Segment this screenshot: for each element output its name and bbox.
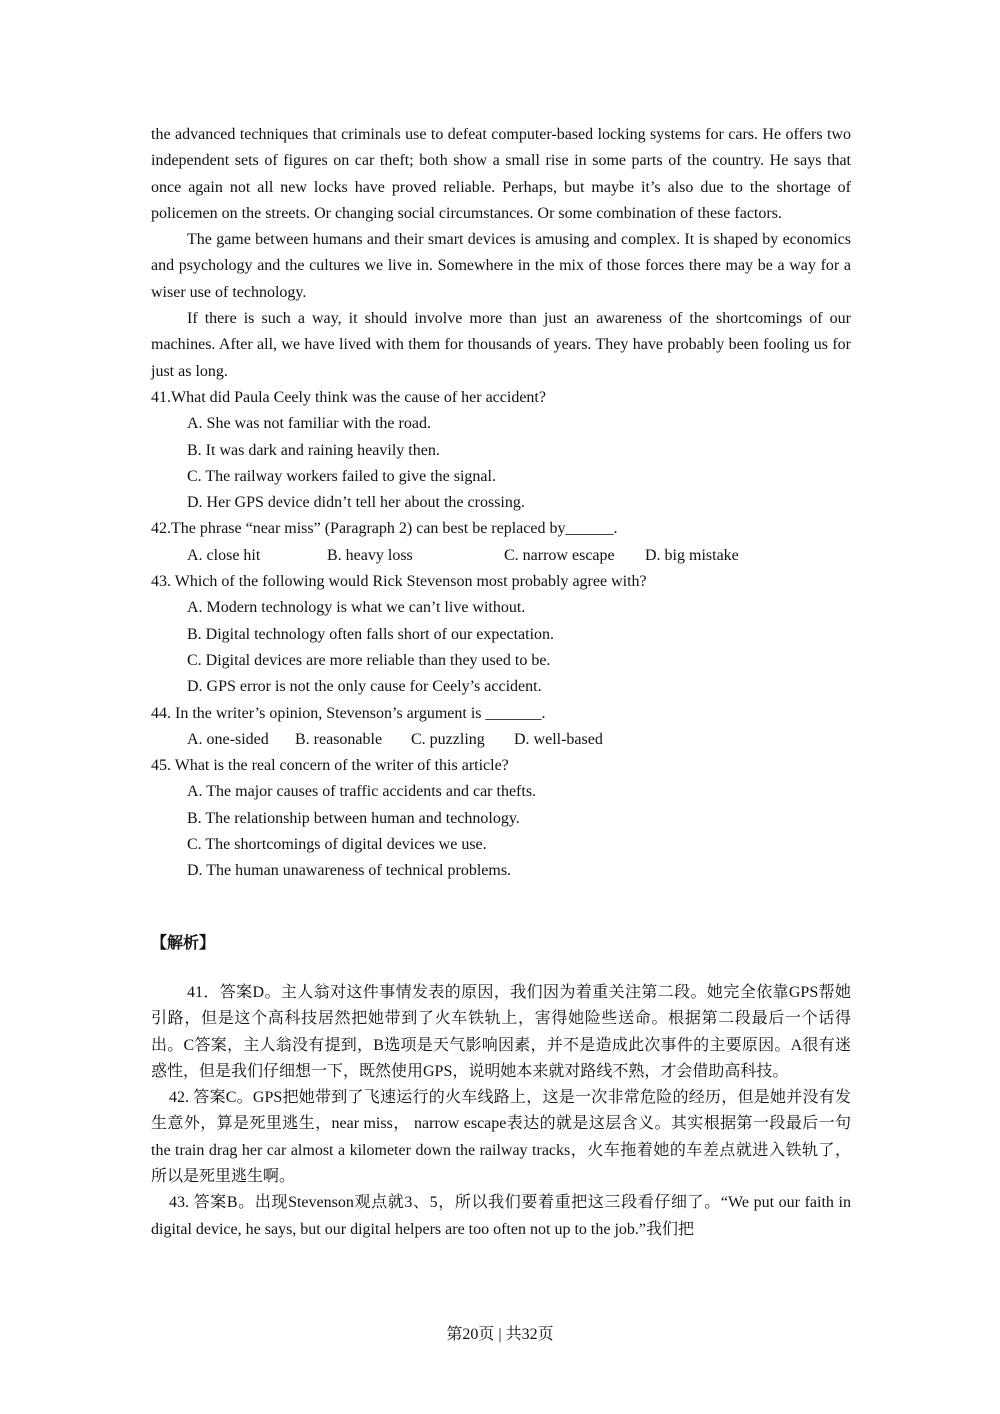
option-c: C. Digital devices are more reliable than they used to be. <box>187 651 551 669</box>
question-stem: 43. Which of the following would Rick Stevenson most probably agree with? <box>151 573 647 591</box>
question-42 <box>151 516 851 569</box>
analysis-heading: 【解析】 <box>151 933 216 952</box>
option-c: C. puzzling <box>411 730 485 748</box>
passage-paragraph-2: The game between humans and their smart devices is amusing and complex. It is shaped by economics and psychology and the cultures we live in. Somewhere in the mix of those forces there may be a way for a wiser use of technology. <box>151 231 851 301</box>
option-a: A. close hit <box>187 546 261 564</box>
option-a: A. one-sided <box>187 730 269 748</box>
option-c: C. The shortcomings of digital devices we use. <box>187 836 487 854</box>
passage-paragraph-1: the advanced techniques that criminals use to defeat computer-based locking systems for cars. He offers two independent sets of figures on car theft; both show a small rise in some parts of the country. He says that once again not all new locks have proved reliable. Perhaps, but maybe it’s also due to the shortage of policemen on the streets. Or changing social circumstances. Or some combination of these factors. <box>151 126 851 222</box>
answer-42-explanation: 42. 答案C。GPS把她带到了飞速运行的火车线路上，这是一次非常危险的经历，但是她并没有发生意外，算是死里逃生，near miss， narrow escape表达的就是这层含义。其实根据第一段最后一句 the train drag her car almost a kilometer down the railway tracks，火车拖着她的车差点就进入铁轨了，所以是死里逃生啊。 <box>151 1089 851 1186</box>
option-a: A. Modern technology is what we can’t live without. <box>187 599 526 617</box>
option-a: A. She was not familiar with the road. <box>187 415 431 433</box>
question-44 <box>151 701 851 754</box>
option-c: C. The railway workers failed to give the signal. <box>187 467 496 485</box>
option-d: D. GPS error is not the only cause for Ceely’s accident. <box>187 678 542 696</box>
option-d: D. well-based <box>514 730 603 748</box>
option-b: B. It was dark and raining heavily then. <box>187 441 440 459</box>
option-c: C. narrow escape <box>504 546 615 564</box>
question-stem: 44. In the writer’s opinion, Stevenson’s argument is _______. <box>151 704 546 722</box>
option-b: B. heavy loss <box>327 546 413 564</box>
question-43 <box>151 569 851 700</box>
reading-passage <box>151 122 851 885</box>
option-d: D. big mistake <box>645 546 739 564</box>
options-row <box>151 543 851 569</box>
question-stem: 45. What is the real concern of the writer of this article? <box>151 757 509 775</box>
question-stem: 41.What did Paula Ceely think was the cause of her accident? <box>151 388 546 406</box>
answer-43-explanation: 43. 答案B。出现Stevenson观点就3、5，所以我们要着重把这三段看仔细了。“We put our faith in digital device, he says, but our digital helpers are too often not up to the job.”我们把 <box>151 1194 851 1238</box>
question-41 <box>151 385 851 516</box>
passage-paragraph-3: If there is such a way, it should involve more than just an awareness of the shortcomings of our machines. After all, we have lived with them for thousands of years. They have probably been fooling us for just as long. <box>151 310 851 380</box>
option-d: D. Her GPS device didn’t tell her about the crossing. <box>187 494 525 512</box>
option-a: A. The major causes of traffic accidents and car thefts. <box>187 783 537 801</box>
answer-41-explanation: 41．答案D。主人翁对这件事情发表的原因，我们因为着重关注第二段。她完全依靠GPS帮她引路，但是这个高科技居然把她带到了火车铁轨上，害得她险些送命。根据第二段最后一个话得出。C答案，主人翁没有提到，B选项是天气影响因素，并不是造成此次事件的主要原因。A很有迷惑性，但是我们仔细想一下，既然使用GPS，说明她本来就对路线不熟，才会借助高科技。 <box>151 984 851 1080</box>
option-b: B. Digital technology often falls short of our expectation. <box>187 625 555 643</box>
option-d: D. The human unawareness of technical problems. <box>187 862 512 880</box>
question-45 <box>151 753 851 884</box>
option-b: B. reasonable <box>295 730 383 748</box>
analysis-section <box>151 980 851 1243</box>
question-stem: 42.The phrase “near miss” (Paragraph 2) can best be replaced by______. <box>151 520 618 538</box>
option-b: B. The relationship between human and technology. <box>187 809 520 827</box>
page-footer: 第20页 | 共32页 <box>446 1326 554 1343</box>
options-row <box>151 727 851 753</box>
